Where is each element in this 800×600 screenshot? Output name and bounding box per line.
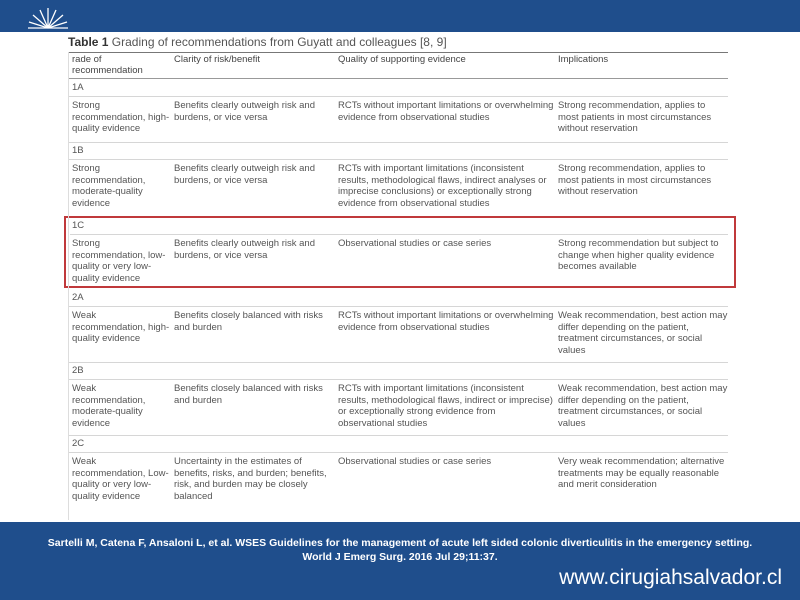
clarity-cell: Benefits clearly outweigh risk and burdens, or vice versa [174, 238, 315, 261]
recommendation-cell: Strong recommendation, low-quality or very low-quality evidence [72, 238, 166, 284]
implications-cell: Strong recommendation, applies to most patients in most circumstances without reservation [558, 163, 712, 197]
clarity-cell: Uncertainty in the estimates of benefits, risks, and burden; benefits, risk, and burden may be closely balanced [174, 456, 327, 502]
divider [68, 142, 728, 143]
quality-cell: RCTs with important limitations (inconsistent results, methodological flaws, indirect analyses or imprecise conclusions) or exceptionally strong evidence from observational studies [338, 163, 547, 209]
recommendation-cell: Strong recommendation, high-quality evidence [72, 100, 170, 134]
citation-text: Sartelli M, Catena F, Ansaloni L, et al. WSES Guidelines for the management of acute left sided colonic diverticulitis in the emergency setting. World J Emerg Surg. 2016 Jul 29;11:37. [47, 537, 753, 563]
divider [68, 78, 728, 79]
divider [70, 234, 728, 235]
clarity-cell: Benefits closely balanced with risks and burden [174, 383, 323, 406]
clarity-cell: Benefits clearly outweigh risk and burdens, or vice versa [174, 163, 315, 186]
header-clarity: Clarity of risk/benefit [174, 54, 261, 65]
divider [68, 96, 728, 97]
grade-label: 2C [72, 438, 85, 449]
quality-cell: Observational studies or case series [338, 456, 492, 467]
top-bar [0, 0, 800, 32]
table-title: Grading of recommendations from Guyatt and colleagues [8, 9] [108, 35, 447, 49]
divider [68, 452, 728, 453]
divider [68, 379, 728, 380]
recommendation-cell: Weak recommendation, Low-quality or very low-quality evidence [72, 456, 169, 502]
grade-label: 1C [72, 220, 85, 231]
quality-cell: RCTs without important limitations or overwhelming evidence from observational studies [338, 100, 554, 123]
divider [68, 306, 728, 307]
recommendation-cell: Strong recommendation, moderate-quality evidence [72, 163, 146, 209]
implications-cell: Strong recommendation, applies to most patients in most circumstances without reservation [558, 100, 712, 134]
content-panel [0, 32, 800, 522]
starburst-logo-icon [26, 4, 70, 32]
recommendation-cell: Weak recommendation, high-quality evidence [72, 310, 170, 344]
grade-label: 2A [72, 292, 84, 303]
table-caption [68, 35, 728, 53]
quality-cell: RCTs without important limitations or overwhelming evidence from observational studies [338, 310, 554, 333]
divider [68, 159, 728, 160]
grade-label: 2B [72, 365, 84, 376]
header-implications: Implications [558, 54, 609, 65]
header-grade: rade of recommendation [72, 54, 143, 76]
quality-cell: Observational studies or case series [338, 238, 492, 249]
divider [68, 435, 728, 436]
grade-label: 1B [72, 145, 84, 156]
implications-cell: Strong recommendation but subject to change when higher quality evidence becomes available [558, 238, 719, 272]
clarity-cell: Benefits closely balanced with risks and burden [174, 310, 323, 333]
website-url: www.cirugiahsalvador.cl [559, 566, 782, 589]
divider [68, 362, 728, 363]
clarity-cell: Benefits clearly outweigh risk and burdens, or vice versa [174, 100, 315, 123]
grade-label: 1A [72, 82, 84, 93]
table-number: Table 1 [68, 35, 109, 49]
recommendation-cell: Weak recommendation, moderate-quality evidence [72, 383, 146, 429]
implications-cell: Weak recommendation, best action may differ depending on the patient, treatment circumstances, or social values [558, 310, 728, 356]
implications-cell: Very weak recommendation; alternative treatments may be equally reasonable and merit consideration [558, 456, 725, 490]
table-left-border [68, 52, 69, 520]
divider [68, 52, 728, 53]
header-quality: Quality of supporting evidence [338, 54, 466, 65]
implications-cell: Weak recommendation, best action may differ depending on the patient, treatment circumstances, or social values [558, 383, 728, 429]
quality-cell: RCTs with important limitations (inconsistent results, methodological flaws, indirect or imprecise) or exceptionally strong evidence from observational studies [338, 383, 553, 429]
recommendation-table [64, 32, 740, 522]
